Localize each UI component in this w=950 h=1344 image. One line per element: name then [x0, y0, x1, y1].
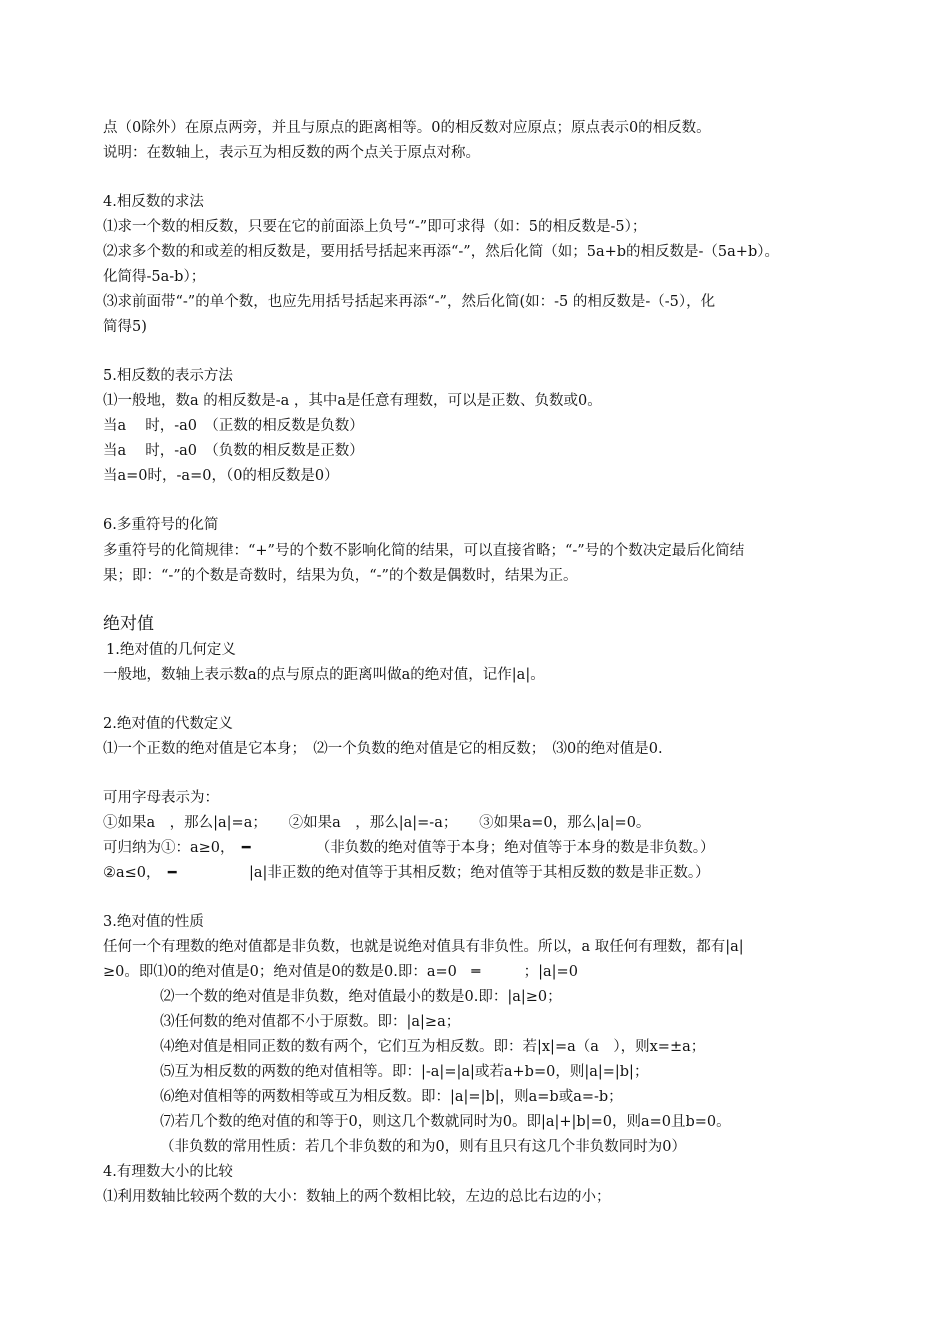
- section-3-item-5: ⑸互为相反数的两数的绝对值相等。即：|-a|=|a|或若a+b=0，则|a|=|b|；: [160, 1064, 649, 1080]
- letters-title: 可用字母表示为：: [103, 790, 219, 806]
- section-3-item-3: ⑶任何数的绝对值都不小于原数。即：|a|≥a；: [160, 1014, 461, 1030]
- abs-def-1-text: 一般地，数轴上表示数a的点与原点的距离叫做a的绝对值，记作|a|。: [103, 667, 545, 683]
- section-3-item-2: ⑵一个数的绝对值是非负数，绝对值最小的数是0.即：|a|≥0；: [160, 989, 562, 1005]
- abs-def-2-title: 2.绝对值的代数定义: [103, 716, 233, 732]
- letters-line: ①如果a ，那么|a|=a； ②如果a ，那么|a|=-a； ③如果a=0，那么|a|=0。: [103, 815, 651, 831]
- section-4-item-3b: 简得5): [103, 319, 147, 335]
- section-3-item-7: ⑺若几个数的绝对值的和等于0，则这几个数就同时为0。即|a|+|b|=0，则a=0且b=0。: [160, 1114, 731, 1130]
- abs-def-2-text: ⑴一个正数的绝对值是它本身； ⑵一个负数的绝对值是它的相反数； ⑶0的绝对值是0.: [103, 741, 663, 757]
- summary-line-2: ②a≤0， ━ |a|非正数的绝对值等于其相反数；绝对值等于其相反数的数是非正数。）: [103, 865, 710, 881]
- section-4-item-3a: ⑶求前面带“-”的单个数，也应先用括号括起来再添“-”，然后化简(如：-5 的相反数是-（-5），化: [103, 294, 716, 310]
- intro-line-2: 说明：在数轴上，表示互为相反数的两个点关于原点对称。: [103, 145, 480, 161]
- section-5-title: 5.相反数的表示方法: [103, 368, 233, 384]
- section-3-note: （非负数的常用性质：若几个非负数的和为0，则有且只有这几个非负数同时为0）: [160, 1139, 686, 1155]
- section-4b-title: 4.有理数大小的比较: [103, 1164, 233, 1180]
- summary-line-1: 可归纳为①：a≥0， ━ （非负数的绝对值等于本身；绝对值等于本身的数是非负数。）: [103, 840, 715, 856]
- section-3-para-1: 任何一个有理数的绝对值都是非负数，也就是说绝对值具有非负性。所以，a 取任何有理数，都有|a|: [103, 939, 744, 955]
- section-4-item-2a: ⑵求多个数的和或差的相反数是，要用括号括起来再添“-”，然后化简（如；5a+b的相反数是-（5a+b）。: [103, 244, 779, 260]
- section-4-title: 4.相反数的求法: [103, 194, 204, 210]
- section-5-item-4: 当a=0时，-a=0，（0的相反数是0）: [103, 468, 339, 484]
- section-6-line-2: 果；即：“-”的个数是奇数时，结果为负，“-”的个数是偶数时，结果为正。: [103, 568, 578, 584]
- section-4-item-2b: 化简得-5a-b）；: [103, 269, 206, 285]
- section-3-item-6: ⑹绝对值相等的两数相等或互为相反数。即：|a|=|b|，则a=b或a=-b；: [160, 1089, 623, 1105]
- section-3-para-1b: ≥0。即⑴0的绝对值是0；绝对值是0的数是0.即：a=0 ═ ；|a|=0: [103, 964, 578, 980]
- section-5-item-3: 当a 时，-a0 （负数的相反数是正数）: [103, 443, 364, 459]
- section-3-title: 3.绝对值的性质: [103, 914, 204, 930]
- section-4b-item-1: ⑴利用数轴比较两个数的大小：数轴上的两个数相比较，左边的总比右边的小；: [103, 1189, 611, 1205]
- section-5-item-1: ⑴一般地，数a 的相反数是-a ，其中a是任意有理数，可以是正数、负数或0。: [103, 393, 602, 409]
- section-4-item-1: ⑴求一个数的相反数，只要在它的前面添上负号“-”即可求得（如：5的相反数是-5）；: [103, 219, 647, 235]
- absolute-value-heading: 绝对值: [103, 614, 154, 634]
- intro-line-1: 点（0除外）在原点两旁，并且与原点的距离相等。0的相反数对应原点；原点表示0的相反数。: [103, 120, 711, 136]
- section-6-title: 6.多重符号的化简: [103, 517, 219, 533]
- abs-def-1-title: 1.绝对值的几何定义: [106, 642, 236, 658]
- section-6-line-1: 多重符号的化简规律：“+”号的个数不影响化简的结果，可以直接省略；“-”号的个数决定最后化简结: [103, 543, 745, 559]
- section-5-item-2: 当a 时，-a0 （正数的相反数是负数）: [103, 418, 364, 434]
- section-3-item-4: ⑷绝对值是相同正数的数有两个，它们互为相反数。即：若|x|=a（a ），则x=±a；: [160, 1039, 706, 1055]
